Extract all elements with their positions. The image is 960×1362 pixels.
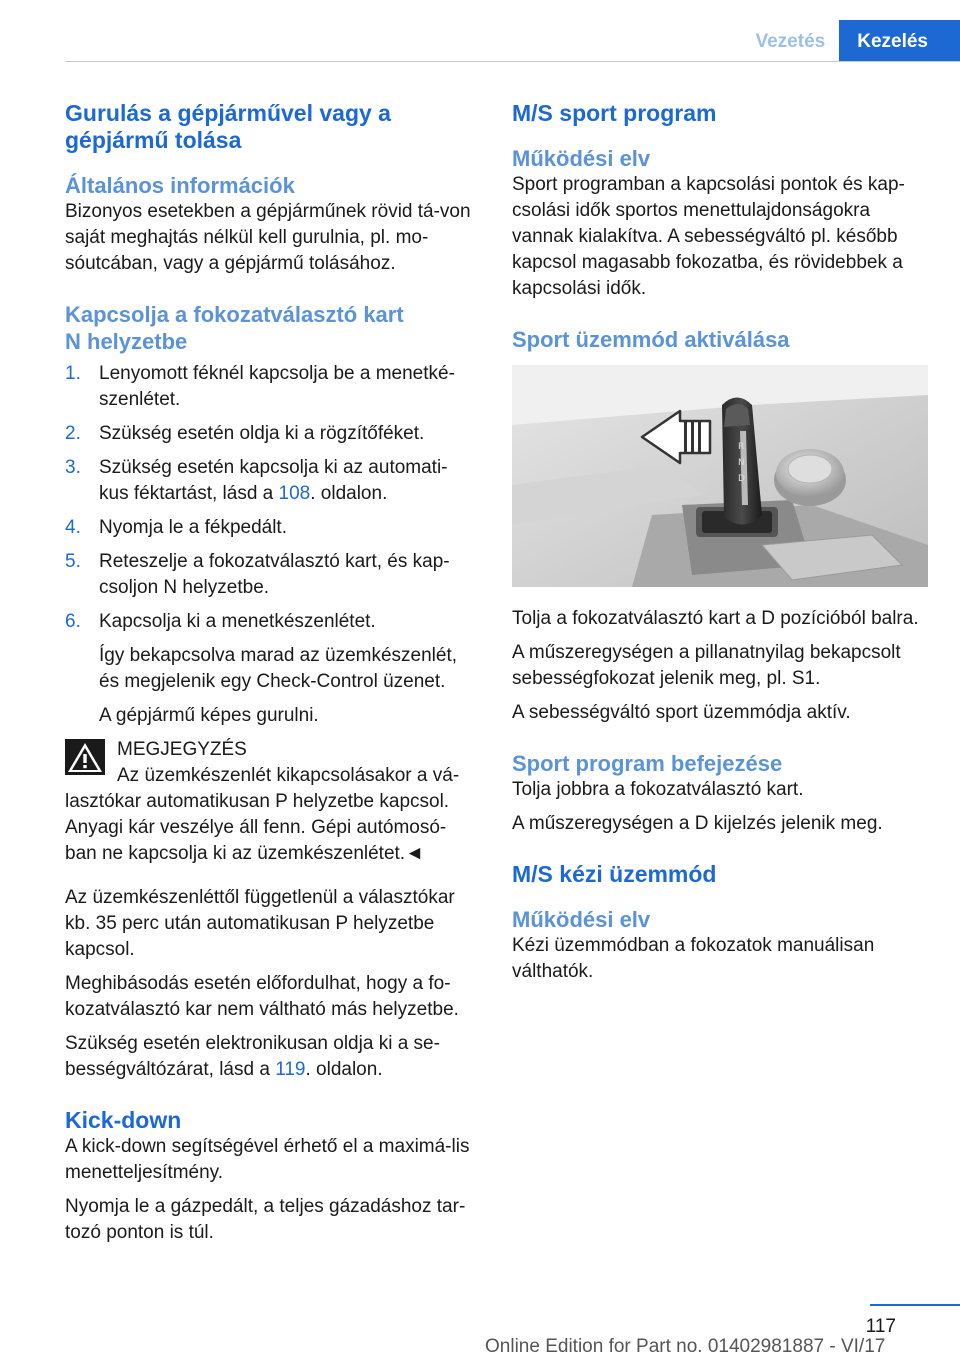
step-text: Lenyomott féknél kapcsolja be a menetké-szenlétet. bbox=[99, 363, 455, 410]
step-number: 1. bbox=[65, 363, 81, 384]
svg-text:N: N bbox=[738, 458, 745, 468]
step-number: 5. bbox=[65, 551, 81, 572]
step-text: Reteszelje a fokozatválasztó kart, és kap-csoljon N helyzetbe. bbox=[99, 551, 450, 598]
warning-note bbox=[65, 737, 477, 867]
paragraph-malfunction: Meghibásodás esetén előfordulhat, hogy a fo-kozatválasztó kar nem váltható más helyzetbe. bbox=[65, 973, 459, 1020]
section-title-kickdown: Kick-down bbox=[65, 1107, 182, 1133]
section-title-ms-sport: M/S sport program bbox=[512, 100, 717, 126]
step6-note-2: A gépjármű képes gurulni. bbox=[99, 705, 319, 726]
activate-text-2: A műszeregységen a pillanatnyilag bekapcsolt sebességfokozat jelenik meg, pl. S1. bbox=[512, 642, 901, 689]
chapter-tabs bbox=[741, 20, 960, 62]
page-number: 117 bbox=[865, 1316, 896, 1337]
step-number: 3. bbox=[65, 457, 81, 478]
list-item bbox=[65, 361, 477, 413]
step-text-part: . oldalon. bbox=[310, 483, 388, 504]
neutral-title-line1: Kapcsolja a fokozatválasztó kart bbox=[65, 302, 404, 327]
step-number: 2. bbox=[65, 423, 81, 444]
end-text-2: A műszeregységen a D kijelzés jelenik meg. bbox=[512, 813, 883, 834]
list-item bbox=[65, 421, 477, 447]
general-text: Bizonyos esetekben a gépjárműnek rövid tá-von saját meghajtás nélkül kell gurulnia, pl. mo-sóutcában, vagy a gépjármű tolásához. bbox=[65, 201, 471, 274]
warning-label: MEGJEGYZÉS bbox=[117, 739, 247, 760]
activate-text-1: Tolja a fokozatválasztó kart a D pozícióból balra. bbox=[512, 608, 919, 629]
warning-line-1: Az üzemkészenlét kikapcsolásakor a vá- bbox=[117, 765, 460, 786]
step-number: 6. bbox=[65, 611, 81, 632]
paragraph-unlock bbox=[65, 1031, 477, 1083]
list-item bbox=[65, 609, 477, 635]
steps-list bbox=[65, 361, 477, 635]
svg-text:D: D bbox=[738, 474, 745, 484]
section-title-rolling: Gurulás a gépjárművel vagy a gépjármű tolása bbox=[65, 100, 391, 153]
step-text: Kapcsolja ki a menetkészenlétet. bbox=[99, 611, 376, 632]
right-column bbox=[512, 100, 928, 985]
subsection-title-manual-principle: Működési elv bbox=[512, 907, 651, 932]
step-text: Nyomja le a fékpedált. bbox=[99, 517, 287, 538]
subsection-title-neutral bbox=[65, 301, 477, 355]
end-text-1: Tolja jobbra a fokozatválasztó kart. bbox=[512, 779, 804, 800]
page-link-108[interactable]: 108 bbox=[278, 483, 311, 504]
warning-triangle-icon bbox=[65, 739, 105, 780]
subsection-title-principle: Működési elv bbox=[512, 146, 651, 171]
step-text bbox=[99, 455, 477, 507]
subsection-title-end: Sport program befejezése bbox=[512, 751, 783, 776]
manual-text: Kézi üzemmódban a fokozatok manuálisan válthatók. bbox=[512, 935, 875, 982]
principle-text: Sport programban a kapcsolási pontok és kap-csolási idők sportos menettulajdonságokra vannak kialakítva. A sebességváltó pl. később kapcsol magasabb fokozatba, és rövidebbek a kapcsolási idők. bbox=[512, 174, 905, 299]
edition-watermark: Online Edition for Part no. 01402981887 - VI/17 bbox=[485, 1336, 886, 1357]
header-divider bbox=[65, 61, 960, 62]
kickdown-text-1: A kick-down segítségével érhető el a maximá-lis menetteljesítmény. bbox=[65, 1136, 470, 1183]
list-item bbox=[65, 549, 477, 601]
svg-text:R: R bbox=[738, 442, 745, 452]
gear-selector-illustration bbox=[512, 365, 928, 587]
paragraph-text-part: . oldalon. bbox=[305, 1059, 383, 1080]
kickdown-text-2: Nyomja le a gázpedált, a teljes gázadáshoz tar-tozó ponton is túl. bbox=[65, 1196, 466, 1243]
paragraph-auto-p: Az üzemkészenléttől függetlenül a választókar kb. 35 perc után automatikusan P helyzetbe kapcsol. bbox=[65, 887, 455, 960]
tab-kezeles[interactable]: Kezelés bbox=[839, 20, 960, 62]
warning-text: lasztókar automatikusan P helyzetbe kapcsol. Anyagi kár veszélye áll fenn. Gépi autómosó-ban ne kapcsolja ki az üzemkészenlétet.◄ bbox=[65, 791, 450, 864]
list-item bbox=[65, 455, 477, 507]
list-item bbox=[65, 515, 477, 541]
subsection-title-activate: Sport üzemmód aktiválása bbox=[512, 327, 790, 352]
section-title-manual: M/S kézi üzemmód bbox=[512, 861, 717, 887]
neutral-title-line2: N helyzetbe bbox=[65, 329, 188, 354]
activate-text-3: A sebességváltó sport üzemmódja aktív. bbox=[512, 702, 851, 723]
subsection-title-general: Általános információk bbox=[65, 173, 295, 198]
tab-vezetes[interactable]: Vezetés bbox=[755, 31, 826, 52]
step-text-part: Szükség esetén kapcsolja ki az automati-kus féktartást, lásd a bbox=[99, 457, 448, 504]
step6-note-1: Így bekapcsolva marad az üzemkészenlét, és megjelenik egy Check-Control üzenet. bbox=[99, 645, 458, 692]
left-column bbox=[65, 100, 477, 1246]
footer-divider bbox=[870, 1304, 960, 1306]
step-number: 4. bbox=[65, 517, 81, 538]
step-text: Szükség esetén oldja ki a rögzítőféket. bbox=[99, 423, 425, 444]
paragraph-text-part: Szükség esetén elektronikusan oldja ki a se-bességváltózárat, lásd a bbox=[65, 1033, 440, 1080]
page-link-119[interactable]: 119 bbox=[275, 1059, 306, 1080]
